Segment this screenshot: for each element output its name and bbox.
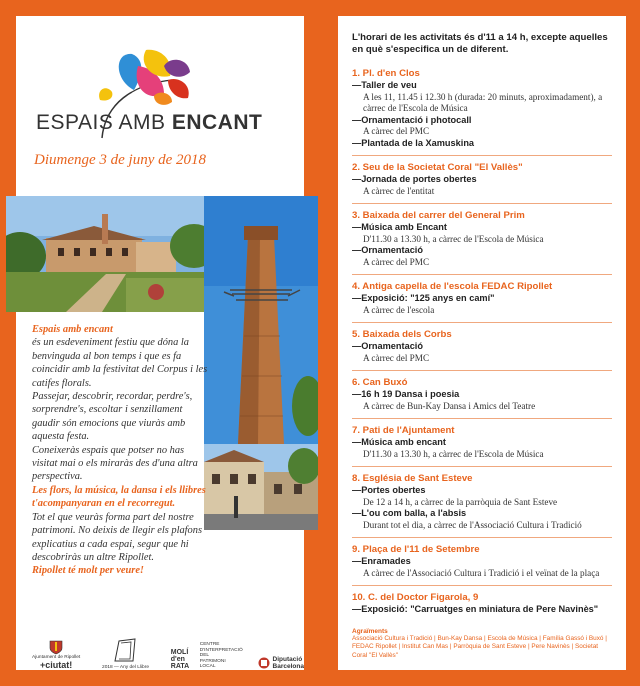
activity-description: A càrrec de l'entitat bbox=[363, 185, 435, 196]
activity-name: —Música amb Encant bbox=[352, 222, 447, 232]
program-section bbox=[352, 162, 612, 204]
intro-text bbox=[32, 323, 210, 578]
activity-name: —Enramades bbox=[352, 556, 411, 566]
section-title: 5. Baixada dels Corbs bbox=[352, 329, 452, 340]
program-section bbox=[352, 544, 612, 586]
section-title: 3. Baixada del carrer del General Prim bbox=[352, 210, 525, 221]
logo-ciutat-mark: +ciutat! bbox=[40, 660, 73, 670]
program-sections bbox=[352, 68, 612, 622]
activity-name: —Portes obertes bbox=[352, 485, 426, 495]
activity-name: —Ornamentació bbox=[352, 341, 423, 351]
intro-p1: és un esdeveniment festiu que dóna la benvinguda al bon temps i que es fa coincidir amb la festivitat del Corpus i les catifes florals. bbox=[32, 337, 208, 389]
book-icon bbox=[111, 637, 141, 665]
activity-description: A càrrec del PMC bbox=[363, 256, 430, 267]
intro-p4: Les flors, la música, la dansa i els llibres t'acompanyaran en el recorregut. bbox=[32, 484, 206, 510]
program-section bbox=[352, 377, 612, 419]
activity-name: —Exposició: "Carruatges en miniatura de Pere Navinès" bbox=[352, 604, 599, 614]
logo-diputacio bbox=[258, 656, 304, 670]
activity-description: A càrrec de l'Associació Cultura i Tradició i el veïnat de la plaça bbox=[363, 567, 600, 578]
logo-diputacio-mark: Diputació bbox=[272, 656, 303, 663]
logo-diputacio-label: Barcelona bbox=[272, 663, 304, 670]
brand-title-light: ESPAIS AMB bbox=[36, 111, 166, 134]
acknowledgements-text: Associació Cultura i Tradició | Bun-Kay Dansa | Escola de Música | Família Gassó i Buxó | FEDAC Ripollet | Institut Can Mas | Parròquia de Sant Esteve | Pere Navinès | Societat Coral "El Vallès" bbox=[352, 634, 607, 659]
sponsor-logos bbox=[32, 628, 304, 670]
section-title: 4. Antiga capella de l'escola FEDAC Ripollet bbox=[352, 281, 553, 292]
program-section bbox=[352, 210, 612, 275]
activity-description: A càrrec de l'escola bbox=[363, 304, 435, 315]
program-section bbox=[352, 592, 612, 622]
right-panel bbox=[338, 16, 626, 670]
program-section bbox=[352, 473, 612, 538]
brand-title bbox=[36, 111, 296, 135]
section-title: 10. C. del Doctor Figarola, 9 bbox=[352, 592, 479, 603]
activity-description: A càrrec del PMC bbox=[363, 126, 430, 136]
activity-description: D'11.30 a 13.30 h, a càrrec de l'Escola de Música bbox=[363, 233, 544, 244]
intro-p2: Passejar, descobrir, recordar, perdre's, sorprendre's, escoltar i senzillament gaudir són emocions que viuràs amb aquesta festa. bbox=[32, 391, 193, 443]
logo-any-del-llibre-label: 2018 — Any del Llibre bbox=[102, 665, 149, 670]
activity-name: —Música amb encant bbox=[352, 437, 446, 447]
activity-name: —Jornada de portes obertes bbox=[352, 174, 477, 184]
acknowledgements-title: Agraïments bbox=[352, 627, 388, 635]
photo-chimney bbox=[204, 196, 318, 444]
brand-title-bold: ENCANT bbox=[171, 111, 263, 134]
activity-description: Durant tot el dia, a càrrec de l'Associació Cultura i Tradició bbox=[363, 519, 582, 530]
logo-ajuntament-label: Ajuntament de Ripollet bbox=[32, 655, 81, 660]
photo-buildings-garden bbox=[6, 196, 214, 312]
activity-name: —L'ou com balla, a l'absis bbox=[352, 508, 467, 518]
section-title: 6. Can Buxó bbox=[352, 377, 408, 388]
activity-description: A càrrec de Bun-Kay Dansa i Amics del Teatre bbox=[363, 400, 536, 411]
program-section bbox=[352, 425, 612, 467]
intro-p3: Coneixeràs espais que potser no has visitat mai o els miraràs des d'una altra perspectiva. bbox=[32, 444, 198, 483]
schedule-intro: L'horari de les activitats és d'11 a 14 h, excepte aquelles en què s'especifica un de diferent. bbox=[352, 32, 608, 55]
coat-of-arms-icon bbox=[48, 639, 64, 655]
intro-p6: Ripollet té molt per veure! bbox=[32, 565, 144, 577]
activity-description: A càrrec del PMC bbox=[363, 352, 430, 363]
diputacio-icon bbox=[258, 657, 270, 669]
logo-moli-mark: MOLÍ d'en RATA bbox=[170, 649, 190, 670]
intro-p5: Tot el que veuràs forma part del nostre patrimoni. No deixis de llegir els plafons explicatius a cada espai, segur que hi descobriràs un altre Ripollet. bbox=[32, 511, 202, 563]
left-panel bbox=[16, 16, 304, 670]
activity-name: —Plantada de la Xamuskina bbox=[352, 137, 475, 148]
section-title: 2. Seu de la Societat Coral "El Vallès" bbox=[352, 162, 523, 173]
logo-moli-label: CENTRE D'INTERPRETACIÓ DEL PATRIMONI LOCAL bbox=[199, 642, 243, 670]
photo-street bbox=[204, 444, 318, 530]
event-date: Diumenge 3 de juny de 2018 bbox=[34, 152, 207, 168]
activity-description: A les 11, 11.45 i 12.30 h (durada: 20 minuts, aproximadament), a càrrec de l'Escola de Música bbox=[363, 91, 603, 113]
activity-name: —Ornamentació i photocall bbox=[352, 114, 472, 125]
logo-moli-den-rata bbox=[170, 642, 243, 670]
activity-description: De 12 a 14 h, a càrrec de la parròquia de Sant Esteve bbox=[363, 496, 558, 507]
activity-name: —Exposició: "125 anys en camí" bbox=[352, 293, 495, 303]
section-title: 1. Pl. d'en Clos bbox=[352, 68, 420, 79]
section-title: 9. Plaça de l'11 de Setembre bbox=[352, 544, 480, 555]
section-title: 8. Església de Sant Esteve bbox=[352, 473, 473, 484]
activity-name: —Ornamentació bbox=[352, 245, 423, 255]
program-section bbox=[352, 281, 612, 323]
activity-description: D'11.30 a 13.30 h, a càrrec de l'Escola de Música bbox=[363, 448, 544, 459]
activity-name: —Taller de veu bbox=[352, 80, 417, 90]
logo-ajuntament bbox=[32, 639, 80, 670]
program-section bbox=[352, 329, 612, 371]
activity-name: —16 h 19 Dansa i poesia bbox=[352, 389, 460, 399]
intro-title: Espais amb encant bbox=[32, 324, 113, 335]
logo-any-del-llibre bbox=[102, 637, 149, 670]
section-title: 7. Pati de l'Ajuntament bbox=[352, 425, 455, 436]
program-section bbox=[352, 68, 612, 156]
